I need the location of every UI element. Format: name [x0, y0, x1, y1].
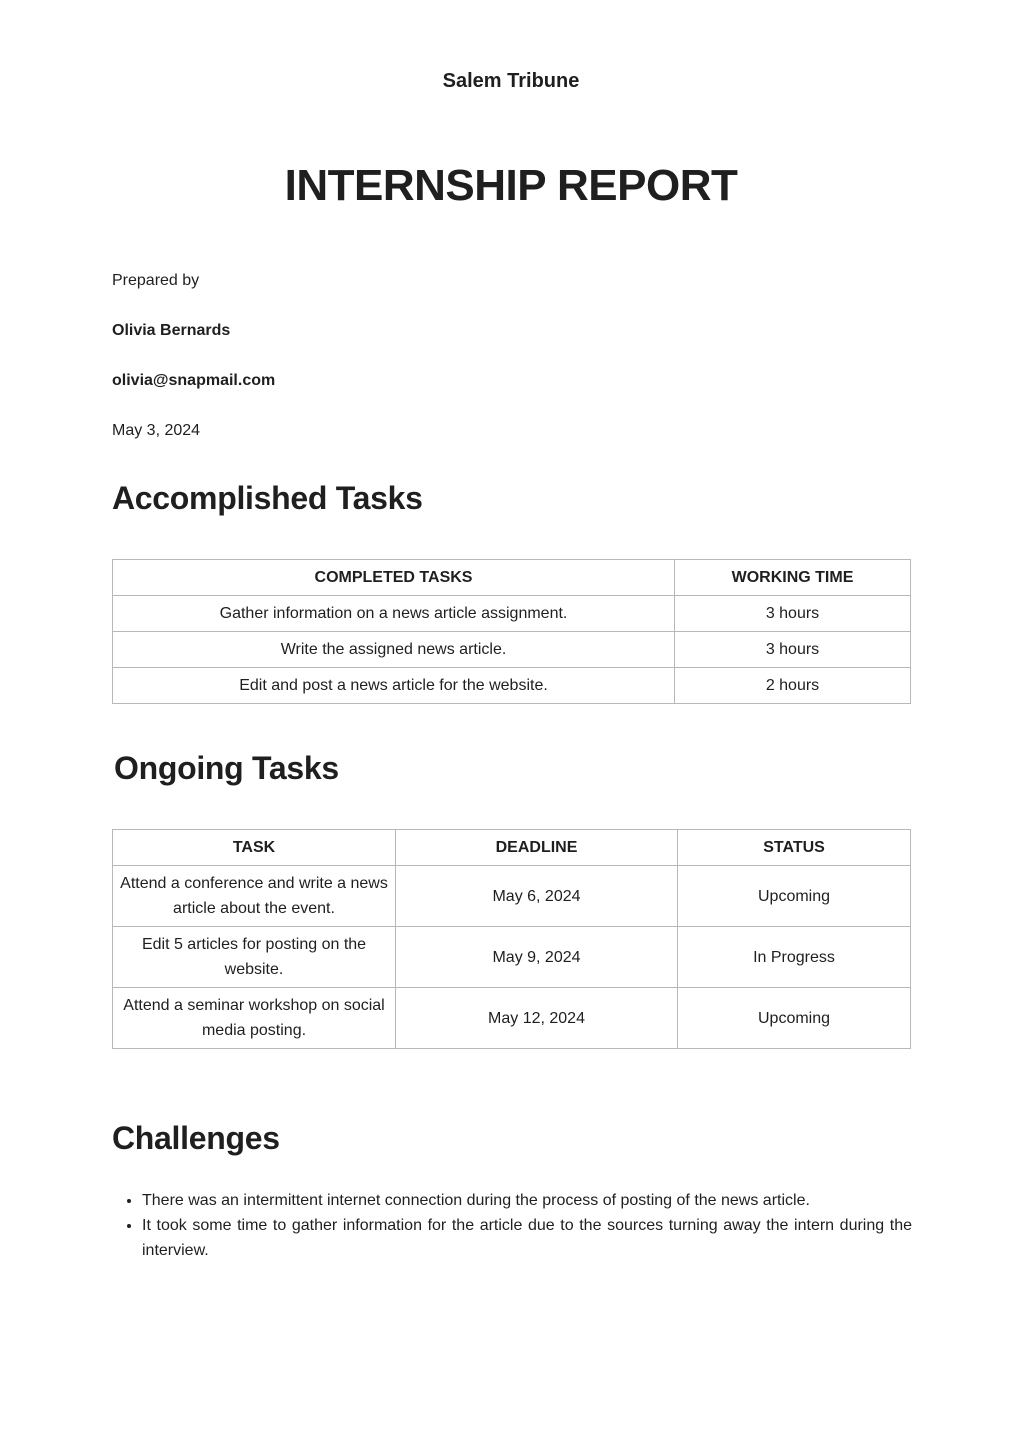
table-row — [113, 866, 911, 927]
table-row — [113, 668, 911, 704]
publisher-name: Salem Tribune — [442, 70, 580, 92]
deadline-cell: May 12, 2024 — [396, 988, 678, 1049]
table-row — [113, 632, 911, 668]
working-time-cell: 3 hours — [675, 596, 911, 632]
challenges-heading: Challenges — [112, 1120, 280, 1156]
ongoing-tasks-table — [112, 829, 911, 1049]
deadline-cell: May 6, 2024 — [396, 866, 678, 927]
table-header-row — [113, 560, 911, 596]
column-header-completed-tasks: COMPLETED TASKS — [113, 560, 675, 596]
list-item: • There was an intermittent internet connection during the process of posting of the news article. — [142, 1188, 912, 1213]
accomplished-tasks-table — [112, 559, 911, 704]
prepared-by-label: Prepared by — [112, 272, 200, 289]
author-name: Olivia Bernards — [112, 322, 231, 339]
column-header-status: STATUS — [678, 830, 911, 866]
completed-task-cell: Write the assigned news article. — [113, 632, 675, 668]
column-header-task: TASK — [113, 830, 396, 866]
status-cell: Upcoming — [678, 988, 911, 1049]
page-title: INTERNSHIP REPORT — [284, 161, 738, 210]
table-row — [113, 988, 911, 1049]
column-header-deadline: DEADLINE — [396, 830, 678, 866]
list-item: • It took some time to gather information for the article due to the sources turning away the intern during the interview. — [142, 1213, 912, 1263]
completed-task-cell: Gather information on a news article assignment. — [113, 596, 675, 632]
author-email: olivia@snapmail.com — [112, 372, 276, 389]
report-date: May 3, 2024 — [112, 422, 201, 439]
ongoing-tasks-heading: Ongoing Tasks — [114, 750, 339, 786]
status-cell: Upcoming — [678, 866, 911, 927]
accomplished-tasks-heading: Accomplished Tasks — [112, 480, 423, 516]
table-header-row — [113, 830, 911, 866]
challenges-list — [112, 1188, 912, 1263]
status-cell: In Progress — [678, 927, 911, 988]
table-row — [113, 927, 911, 988]
table-row — [113, 596, 911, 632]
deadline-cell: May 9, 2024 — [396, 927, 678, 988]
working-time-cell: 3 hours — [675, 632, 911, 668]
completed-task-cell: Edit and post a news article for the website. — [113, 668, 675, 704]
task-cell: Attend a conference and write a news article about the event. — [113, 866, 396, 927]
task-cell: Attend a seminar workshop on social media posting. — [113, 988, 396, 1049]
column-header-working-time: WORKING TIME — [675, 560, 911, 596]
task-cell: Edit 5 articles for posting on the website. — [113, 927, 396, 988]
working-time-cell: 2 hours — [675, 668, 911, 704]
